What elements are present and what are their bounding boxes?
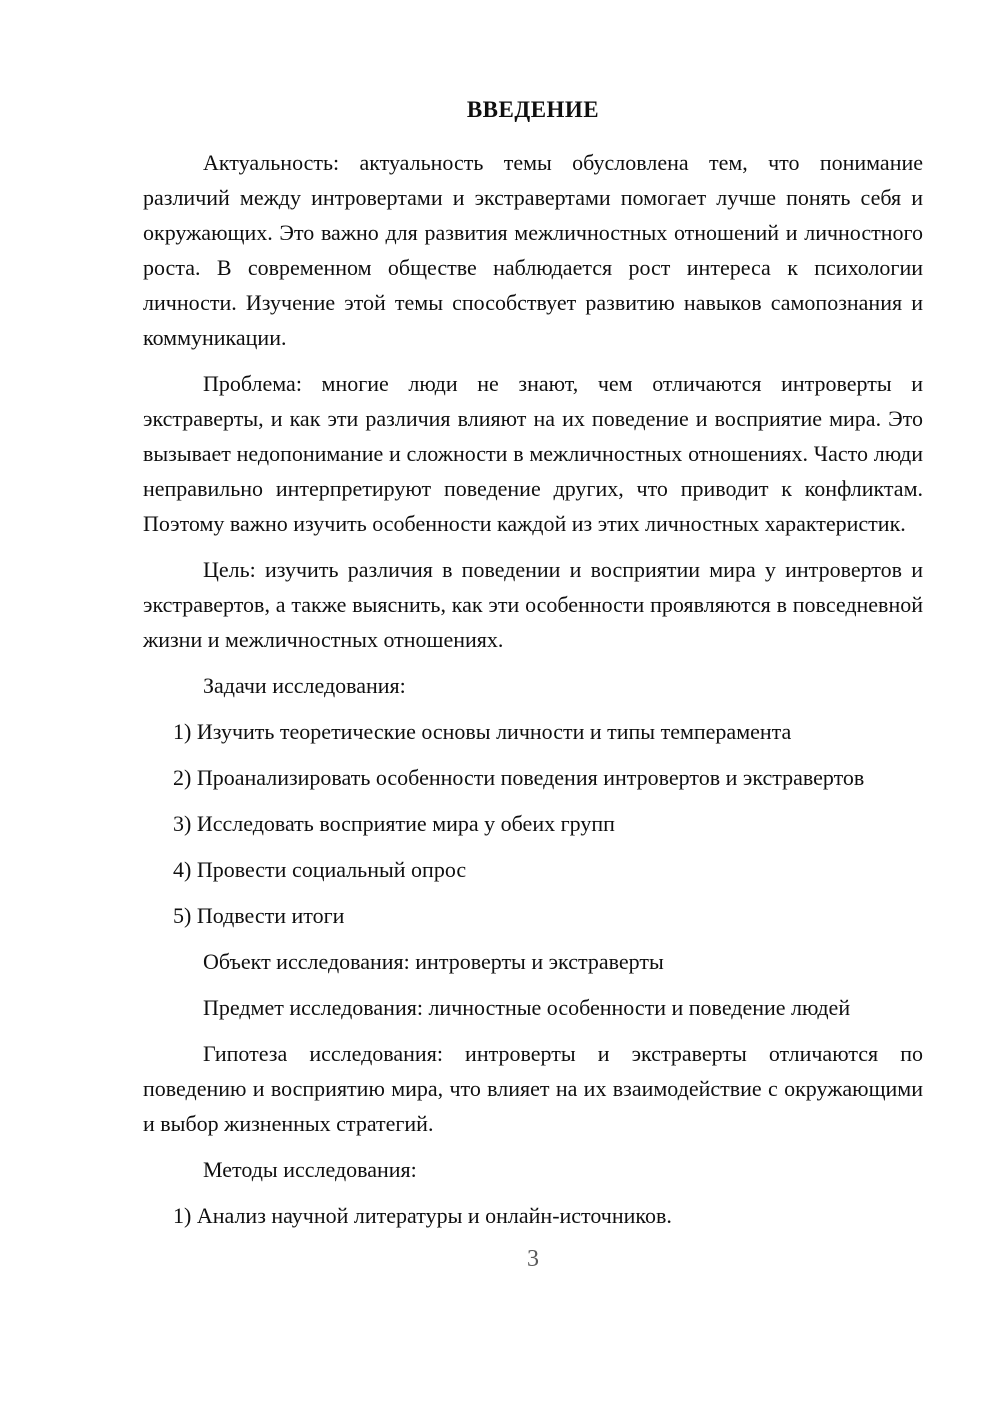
- paragraph-tasks-heading: Задачи исследования:: [203, 673, 406, 698]
- method-list-item-1: 1) Анализ научной литературы и онлайн-источников.: [173, 1203, 672, 1228]
- paragraph-problem: Проблема: многие люди не знают, чем отличаются интроверты и экстраверты, и как эти различия влияют на их поведение и восприятие мира. Это вызывает недопонимание и сложности в межличностных отношениях. Часто люди неправильно интерпретируют поведение других, что приводит к конфликтам. Поэтому важно изучить особенности каждой из этих личностных характеристик.: [143, 371, 923, 536]
- paragraph-methods-heading: Методы исследования:: [203, 1157, 417, 1182]
- paragraph-goal: Цель: изучить различия в поведении и восприятии мира у интровертов и экстравертов, а также выяснить, как эти особенности проявляются в повседневной жизни и межличностных отношениях.: [143, 557, 923, 652]
- page-number: 3: [527, 1246, 539, 1272]
- paragraph-subject: Предмет исследования: личностные особенности и поведение людей: [203, 995, 851, 1020]
- page-title: ВВЕДЕНИЕ: [466, 97, 600, 122]
- task-list-item-3: 3) Исследовать восприятие мира у обеих групп: [173, 811, 615, 836]
- task-list-item-4: 4) Провести социальный опрос: [173, 857, 467, 882]
- paragraph-object: Объект исследования: интроверты и экстраверты: [203, 949, 664, 974]
- task-list-item-5: 5) Подвести итоги: [173, 903, 345, 928]
- task-list-item-1: 1) Изучить теоретические основы личности и типы темперамента: [173, 719, 792, 744]
- paragraph-hypothesis: Гипотеза исследования: интроверты и экстраверты отличаются по поведению и восприятию мира, что влияет на их взаимодействие с окружающими и выбор жизненных стратегий.: [143, 1041, 923, 1136]
- task-list-item-2: 2) Проанализировать особенности поведения интровертов и экстравертов: [173, 765, 865, 790]
- paragraph-relevance: Актуальность: актуальность темы обусловлена тем, что понимание различий между интровертами и экстравертами помогает лучше понять себя и окружающих. Это важно для развития межличностных отношений и личностного роста. В современном обществе наблюдается рост интереса к психологии личности. Изучение этой темы способствует развитию навыков самопознания и коммуникации.: [143, 150, 923, 350]
